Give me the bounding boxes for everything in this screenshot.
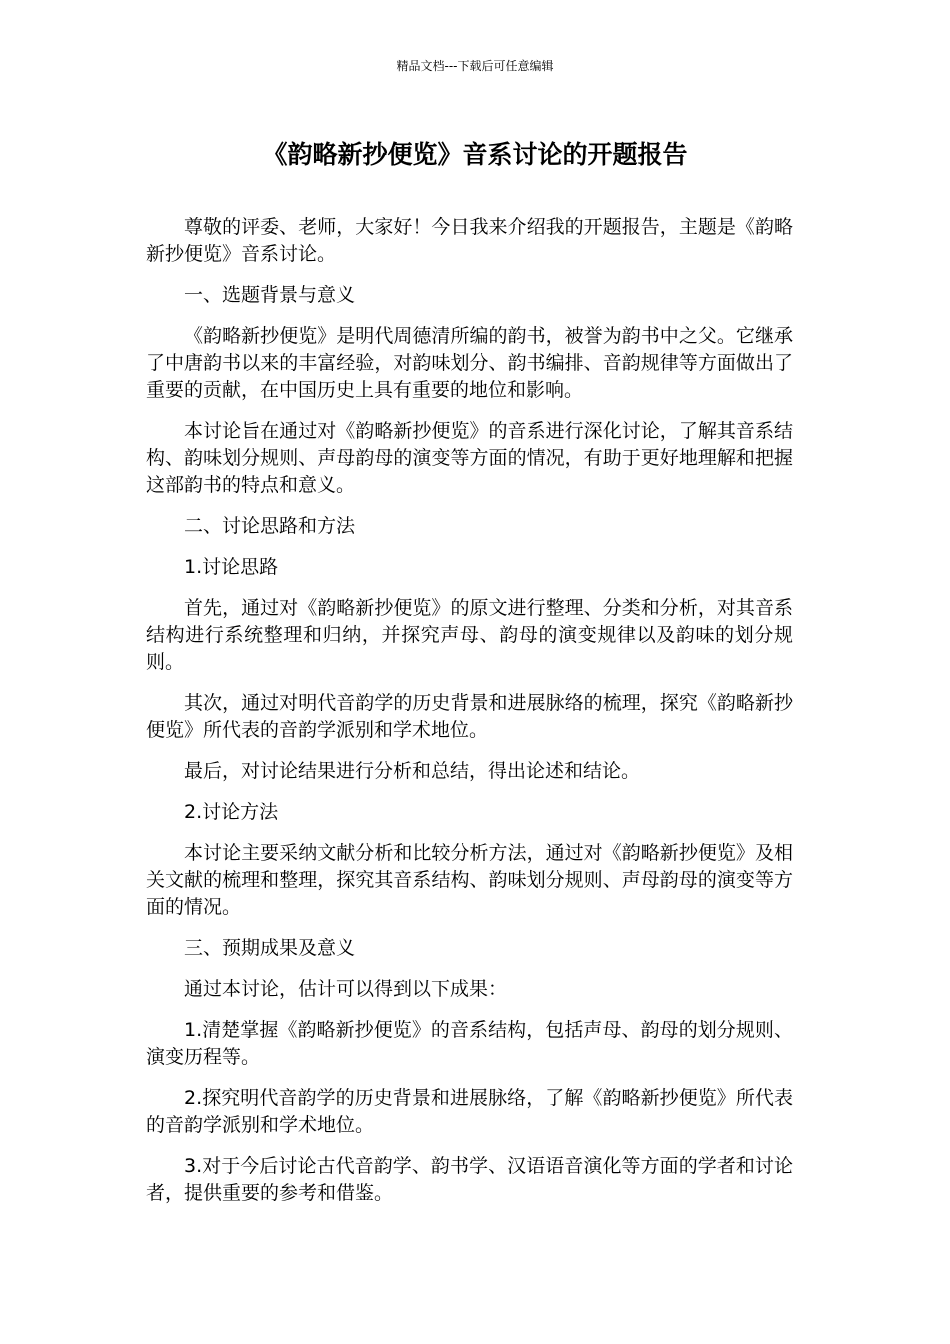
intro-paragraph: 尊敬的评委、老师，大家好！今日我来介绍我的开题报告，主题是《韵略新抄便览》音系讨论。 bbox=[146, 216, 793, 265]
background-paragraph-2: 本讨论旨在通过对《韵略新抄便览》的音系进行深化讨论，了解其音系结构、韵味划分规则、声母韵母的演变等方面的情况，有助于更好地理解和把握这部韵书的特点和意义。 bbox=[146, 420, 793, 496]
outcome-item-1: 1.清楚掌握《韵略新抄便览》的音系结构，包括声母、韵母的划分规则、演变历程等。 bbox=[146, 1019, 793, 1068]
approach-paragraph-1: 首先，通过对《韵略新抄便览》的原文进行整理、分类和分析，对其音系结构进行系统整理和归纳，并探究声母、韵母的演变规律以及韵味的划分规则。 bbox=[146, 597, 793, 673]
header-note: 精品文档---下载后可任意编辑 bbox=[396, 59, 554, 73]
outcome-item-3: 3.对于今后讨论古代音韵学、韵书学、汉语语音演化等方面的学者和讨论者，提供重要的参考和借鉴。 bbox=[146, 1155, 793, 1204]
background-paragraph-1: 《韵略新抄便览》是明代周德清所编的韵书，被誉为韵书中之父。它继承了中唐韵书以来的丰富经验，对韵味划分、韵书编排、音韵规律等方面做出了重要的贡献，在中国历史上具有重要的地位和影响。 bbox=[146, 325, 793, 401]
section-heading-outcomes: 三、预期成果及意义 bbox=[184, 937, 356, 959]
approach-paragraph-3: 最后，对讨论结果进行分析和总结，得出论述和结论。 bbox=[184, 760, 641, 782]
approach-paragraph-2: 其次，通过对明代音韵学的历史背景和进展脉络的梳理，探究《韵略新抄便览》所代表的音韵学派别和学术地位。 bbox=[146, 692, 793, 741]
section-heading-methods: 二、讨论思路和方法 bbox=[184, 515, 356, 537]
section-heading-background: 一、选题背景与意义 bbox=[184, 284, 356, 306]
outcomes-intro: 通过本讨论，估计可以得到以下成果： bbox=[184, 978, 508, 1000]
subheading-method: 2.讨论方法 bbox=[184, 801, 279, 823]
method-paragraph: 本讨论主要采纳文献分析和比较分析方法，通过对《韵略新抄便览》及相关文献的梳理和整理，探究其音系结构、韵味划分规则、声母韵母的演变等方面的情况。 bbox=[146, 842, 793, 918]
subheading-approach: 1.讨论思路 bbox=[184, 556, 279, 578]
document-title: 《韵略新抄便览》音系讨论的开题报告 bbox=[262, 140, 688, 169]
document-body bbox=[146, 214, 793, 1221]
outcome-item-2: 2.探究明代音韵学的历史背景和进展脉络，了解《韵略新抄便览》所代表的音韵学派别和学术地位。 bbox=[146, 1087, 793, 1136]
